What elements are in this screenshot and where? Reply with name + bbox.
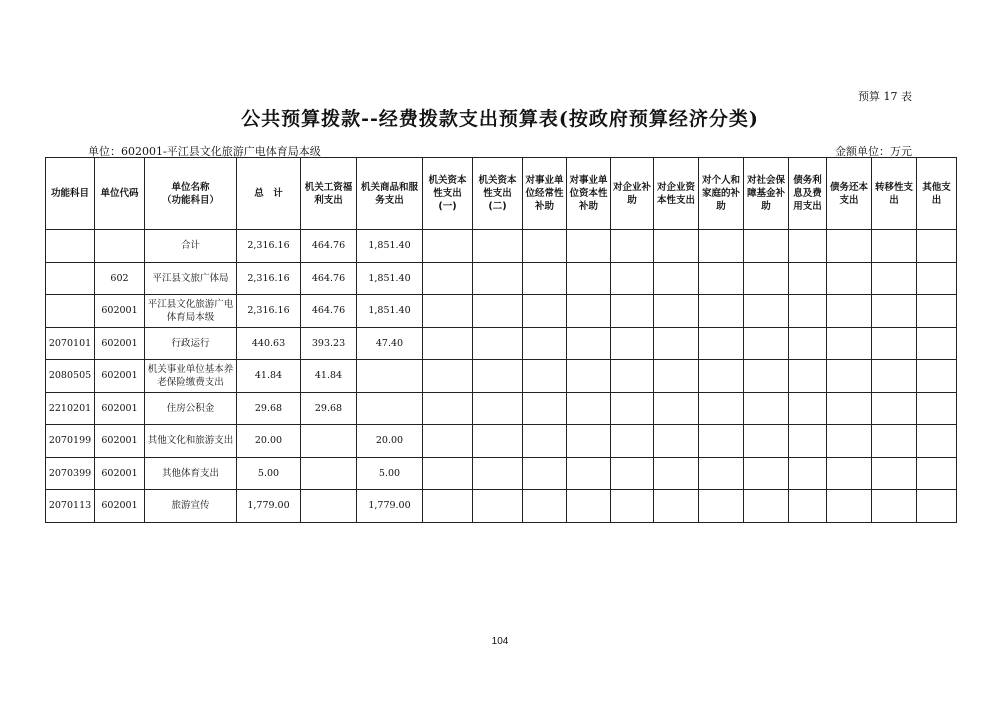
table-cell	[654, 360, 699, 393]
table-cell: 1,851.40	[357, 295, 423, 328]
table-cell	[872, 230, 917, 263]
table-row	[46, 457, 957, 490]
column-header: 转移性支出	[872, 158, 917, 230]
table-cell	[872, 425, 917, 458]
table-cell: 2,316.16	[237, 295, 301, 328]
table-cell: 2070199	[46, 425, 95, 458]
table-cell	[423, 262, 473, 295]
table-cell	[567, 262, 611, 295]
table-cell	[789, 327, 827, 360]
table-cell: 1,851.40	[357, 230, 423, 263]
table-cell	[872, 392, 917, 425]
table-cell	[567, 295, 611, 328]
table-cell	[473, 425, 523, 458]
table-cell	[654, 392, 699, 425]
table-cell: 行政运行	[145, 327, 237, 360]
table-cell: 5.00	[237, 457, 301, 490]
table-cell	[872, 360, 917, 393]
table-cell	[744, 490, 789, 523]
table-cell	[301, 457, 357, 490]
table-cell	[567, 327, 611, 360]
table-cell	[789, 457, 827, 490]
table-header-row	[46, 158, 957, 230]
table-cell	[301, 490, 357, 523]
table-cell	[567, 490, 611, 523]
table-cell	[654, 490, 699, 523]
table-cell	[872, 490, 917, 523]
table-cell: 464.76	[301, 230, 357, 263]
table-cell	[357, 360, 423, 393]
table-cell	[744, 457, 789, 490]
table-cell	[95, 230, 145, 263]
table-cell: 住房公积金	[145, 392, 237, 425]
column-header: 对社会保障基金补助	[744, 158, 789, 230]
column-header: 对企业补助	[611, 158, 654, 230]
table-cell	[699, 262, 744, 295]
table-cell	[523, 295, 567, 328]
table-row	[46, 392, 957, 425]
table-cell	[872, 327, 917, 360]
table-cell	[789, 230, 827, 263]
column-header: 单位名称 （功能科目）	[145, 158, 237, 230]
table-row	[46, 295, 957, 328]
table-cell	[827, 230, 872, 263]
table-cell	[699, 392, 744, 425]
table-cell: 2070399	[46, 457, 95, 490]
table-cell	[423, 425, 473, 458]
table-cell	[917, 360, 957, 393]
table-cell	[654, 457, 699, 490]
table-cell: 20.00	[357, 425, 423, 458]
table-row	[46, 360, 957, 393]
table-cell	[523, 392, 567, 425]
table-cell: 41.84	[237, 360, 301, 393]
table-cell	[423, 230, 473, 263]
table-cell	[744, 230, 789, 263]
table-cell: 602001	[95, 457, 145, 490]
table-cell: 2210201	[46, 392, 95, 425]
table-cell: 464.76	[301, 295, 357, 328]
column-header: 单位代码	[95, 158, 145, 230]
page-number: 104	[491, 636, 509, 647]
table-cell	[744, 327, 789, 360]
table-cell: 其他文化和旅游支出	[145, 425, 237, 458]
table-cell: 2,316.16	[237, 230, 301, 263]
form-number: 预算 17 表	[858, 90, 912, 103]
table-cell	[423, 327, 473, 360]
table-cell: 2070113	[46, 490, 95, 523]
column-header: 对个人和家庭的补助	[699, 158, 744, 230]
table-cell	[699, 327, 744, 360]
table-cell: 合计	[145, 230, 237, 263]
table-row	[46, 230, 957, 263]
table-cell	[917, 425, 957, 458]
table-cell	[744, 392, 789, 425]
column-header: 对事业单位经常性补助	[523, 158, 567, 230]
table-cell	[872, 262, 917, 295]
table-cell	[523, 490, 567, 523]
table-cell	[827, 360, 872, 393]
table-cell	[654, 295, 699, 328]
table-cell	[611, 327, 654, 360]
table-cell	[611, 425, 654, 458]
table-body	[46, 230, 957, 523]
table-cell: 1,779.00	[237, 490, 301, 523]
table-cell: 440.63	[237, 327, 301, 360]
table-cell	[699, 425, 744, 458]
table-cell	[917, 262, 957, 295]
table-cell	[611, 230, 654, 263]
table-cell	[744, 262, 789, 295]
table-cell: 602001	[95, 295, 145, 328]
table-cell: 602001	[95, 490, 145, 523]
table-cell	[827, 295, 872, 328]
column-header: 机关资本性支出(一)	[423, 158, 473, 230]
table-cell	[789, 425, 827, 458]
table-cell	[699, 295, 744, 328]
table-cell	[611, 490, 654, 523]
table-cell	[654, 327, 699, 360]
table-cell: 机关事业单位基本养老保险缴费支出	[145, 360, 237, 393]
table-cell	[789, 295, 827, 328]
column-header: 机关资本性支出(二)	[473, 158, 523, 230]
table-cell	[699, 230, 744, 263]
table-cell	[611, 360, 654, 393]
table-cell: 2,316.16	[237, 262, 301, 295]
table-row	[46, 425, 957, 458]
table-row	[46, 262, 957, 295]
table-cell: 602001	[95, 360, 145, 393]
table-cell	[917, 295, 957, 328]
table-cell: 464.76	[301, 262, 357, 295]
table-cell: 1,779.00	[357, 490, 423, 523]
table-cell	[827, 392, 872, 425]
table-cell	[744, 295, 789, 328]
table-cell	[46, 295, 95, 328]
table-cell	[473, 295, 523, 328]
table-cell	[827, 425, 872, 458]
page-title: 公共预算拨款--经费拨款支出预算表(按政府预算经济分类)	[241, 108, 759, 130]
table-cell	[523, 230, 567, 263]
table-cell	[423, 457, 473, 490]
table-cell	[654, 425, 699, 458]
table-cell: 41.84	[301, 360, 357, 393]
table-cell	[872, 295, 917, 328]
table-cell	[301, 425, 357, 458]
table-cell	[423, 490, 473, 523]
table-cell: 1,851.40	[357, 262, 423, 295]
table-cell	[423, 392, 473, 425]
table-cell: 旅游宣传	[145, 490, 237, 523]
table-cell	[473, 360, 523, 393]
table-cell	[654, 262, 699, 295]
table-cell: 29.68	[237, 392, 301, 425]
column-header: 对企业资本性支出	[654, 158, 699, 230]
table-cell	[611, 392, 654, 425]
table-cell	[423, 360, 473, 393]
table-cell: 47.40	[357, 327, 423, 360]
table-cell: 602001	[95, 327, 145, 360]
table-cell	[473, 230, 523, 263]
table-cell: 602001	[95, 425, 145, 458]
table-cell	[917, 457, 957, 490]
table-cell	[827, 457, 872, 490]
unit-label: 单位：602001-平江县文化旅游广电体育局本级	[88, 145, 321, 158]
table-cell: 602001	[95, 392, 145, 425]
table-cell	[473, 262, 523, 295]
table-cell: 5.00	[357, 457, 423, 490]
table-row	[46, 490, 957, 523]
table-cell	[567, 360, 611, 393]
table-cell	[917, 490, 957, 523]
table-cell	[611, 262, 654, 295]
table-cell	[523, 425, 567, 458]
table-cell: 其他体育支出	[145, 457, 237, 490]
table-cell	[699, 360, 744, 393]
table-cell: 2080505	[46, 360, 95, 393]
table-cell	[611, 295, 654, 328]
column-header: 机关工资福利支出	[301, 158, 357, 230]
table-row	[46, 327, 957, 360]
table-cell: 2070101	[46, 327, 95, 360]
table-cell	[789, 490, 827, 523]
table-cell	[654, 230, 699, 263]
amount-unit-label: 金额单位：万元	[835, 145, 912, 158]
table-cell	[567, 425, 611, 458]
table-cell	[523, 360, 567, 393]
table-cell	[611, 457, 654, 490]
budget-table	[45, 157, 957, 523]
column-header: 其他支出	[917, 158, 957, 230]
table-cell	[827, 327, 872, 360]
table-cell	[789, 360, 827, 393]
table-cell	[827, 490, 872, 523]
table-cell	[523, 457, 567, 490]
column-header: 总 计	[237, 158, 301, 230]
table-cell	[567, 392, 611, 425]
column-header: 功能科目	[46, 158, 95, 230]
table-cell	[744, 425, 789, 458]
table-cell	[523, 262, 567, 295]
column-header: 机关商品和服务支出	[357, 158, 423, 230]
table-cell	[789, 262, 827, 295]
table-cell	[699, 457, 744, 490]
table-cell	[872, 457, 917, 490]
table-cell	[567, 230, 611, 263]
table-cell	[473, 457, 523, 490]
table-cell: 602	[95, 262, 145, 295]
table-cell	[917, 327, 957, 360]
table-cell	[423, 295, 473, 328]
table-cell: 393.23	[301, 327, 357, 360]
table-cell	[473, 392, 523, 425]
table-cell	[789, 392, 827, 425]
table-cell	[46, 262, 95, 295]
table-cell	[699, 490, 744, 523]
table-cell: 20.00	[237, 425, 301, 458]
table-cell	[357, 392, 423, 425]
table-cell	[473, 327, 523, 360]
table-cell: 29.68	[301, 392, 357, 425]
table-cell	[917, 230, 957, 263]
table-cell	[523, 327, 567, 360]
column-header: 对事业单位资本性补助	[567, 158, 611, 230]
column-header: 债务还本支出	[827, 158, 872, 230]
table-cell	[46, 230, 95, 263]
table-cell: 平江县文化旅游广电体育局本级	[145, 295, 237, 328]
table-cell: 平江县文旅广体局	[145, 262, 237, 295]
table-cell	[917, 392, 957, 425]
table-cell	[744, 360, 789, 393]
table-cell	[827, 262, 872, 295]
table-cell	[473, 490, 523, 523]
column-header: 债务利息及费用支出	[789, 158, 827, 230]
table-cell	[567, 457, 611, 490]
